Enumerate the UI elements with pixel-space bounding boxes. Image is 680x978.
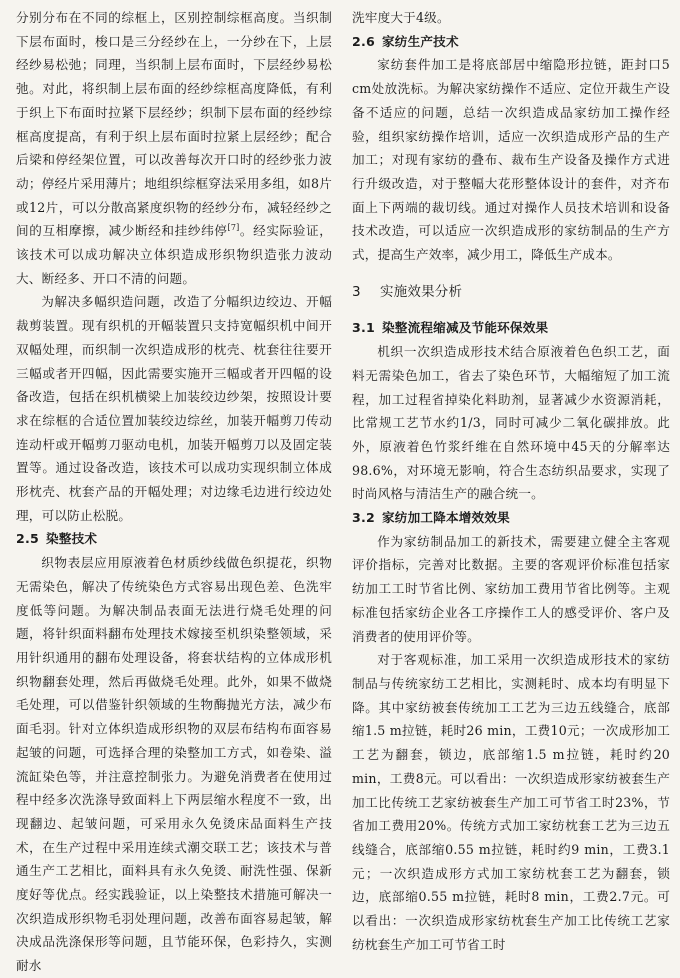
right-column (352, 6, 670, 956)
section-heading-3-1: 3.1 染整流程缩减及节能环保效果 (352, 320, 549, 336)
paragraph-home-textile-production: 家纺套件加工是将底部居中缩隐形拉链，距封口5 cm处放洗标。为解决家纺操作不适应、定位开裁生产设备不适应的问题，总结一次织造成品家纺加工操作经验，组织家纺操作培训，适应一次织造成形产品的生产加工；对现有家纺的叠布、裁布生产设备及操作方式进行升级改造，对于整幅大花形整体设计的套件，对齐布面上下两端的裁切线。通过对操作人员技术培训和设备技术改造，可以适应一次织造成形的家纺制品的生产方式，提高生产效率，减少用工，降低生产成本。 (352, 57, 670, 263)
paragraph-eco-effect: 机织一次织造成形技术结合原液着色色织工艺，面料无需染色加工，省去了染色环节，大幅缩短了加工流程，加工过程省掉染化料助剂，显著减少水资源消耗，比常规工艺节水约1/3，同时可减少二氧化碳排放。此外，原液着色竹浆纤维在自然环境中45天的分解率达98.6%，对环境无影响，符合生态纺织品要求，实现了时尚风格与清洁生产的融合统一。 (352, 344, 670, 502)
paragraph-evaluation-criteria: 作为家纺制品加工的新技术，需要建立健全主客观评价指标，完善对比数据。主要的客观评价标准包括家纺加工工时节省比例、家纺加工费用节省比例等。主观标准包括家纺企业各工序操作工人的感受评价、客户及消费者的使用评价等。 (352, 533, 670, 644)
section-heading-3: 3 实施效果分析 (352, 283, 463, 300)
left-column (16, 6, 332, 978)
section-heading-3-2: 3.2 家纺加工降本增效效果 (352, 510, 510, 526)
section-heading-2-5: 2.5 染整技术 (16, 531, 98, 547)
paragraph-dyeing: 织物表层应用原液着色材质纱线做色织提花，织物无需染色，解决了传统染色方式容易出现色差、色洗牢度低等问题。为解决制品表面无法进行烧毛处理的问题，将针织面料翻布处理技术嫁接至机织染整领域，采用针织通用的翻布处理设备，将套状结构的立体成形机织物翻套处理，然后再做烧毛处理。此外，如果不做烧毛处理，可以借鉴针织领域的生物酶抛光方法，减少布面毛羽。针对立体织造成形织物的双层布结构布面容易起皱的问题，可选择合理的染整加工方式，如卷染、溢流缸染色等，并注意控制张力。为避免消费者在使用过程中经多次洗涤导致面料上下两层缩水程度不一致，出现翻边、起皱问题，可采用永久免烫床品面料生产技术，在生产过程中采用连续式潮交联工艺；该技术与普通生产工艺相比，面料具有永久免烫、耐洗性强、保新度好等优点。经实践验证，以上染整技术措施可解决一次织造成形织物毛羽处理问题，改善布面容易起皱，解决成品洗涤保形等问题，且节能环保，色彩持久，实测耐水 (16, 555, 332, 974)
citation-ref: [7] (227, 223, 240, 233)
paragraph-warp-tension: 分别分布在不同的综框上，区别控制综框高度。当织制下层布面时，梭口是三分经纱在上，一分纱在下，上层经纱易松弛；同理，当织制上层布面时，下层经纱易松弛。对此，将织制上层布面的经纱综框高度降低，有利于织上下布面时拉紧下层经纱；织制下层布面的经纱综框高度提高，有利于织上层布面时拉紧上层经纱；配合后梁和停经架位置，可以改善每次开口时的经纱张力波动；停经片采用薄片；地组织综框穿法采用多组，如8片或12片，可以分散高紧度织物的经纱分布，减轻经纱之间的互相摩擦，减少断经和挂纱纬停[7]。经实际验证，该技术可以成功解决立体织造成形织物织造张力波动大、断经多、开口不清的问题。 (16, 10, 332, 286)
paragraph-cost-comparison: 对于客观标准，加工采用一次织造成形技术的家纺制品与传统家纺工艺相比，实测耗时、成本均有明显下降。其中家纺被套传统加工工艺为三边五线缝合，底部缩1.5 m拉链，耗时26 min，工费10元；一次成形加工工艺为翻套，锁边，底部缩1.5 m拉链，耗时约20 min，工费8元。可以看出：一次织造成形家纺被套生产加工比传统工艺家纺被套生产加工可节省工时23%，节省加工费用20%。传统方式加工家纺枕套工艺为三边五线缝合，底部缩0.55 m拉链，耗时约9 min，工费3.1元；一次织造成形方式加工家纺枕套工艺为翻套，锁边，底部缩0.55 m拉链，耗时8 min，工费2.7元。可以看出：一次织造成形家纺枕套生产加工比传统工艺家纺枕套生产加工可节省工时 (352, 652, 670, 952)
paragraph-continued: 洗牢度大于4级。 (352, 10, 450, 25)
section-heading-2-6: 2.6 家纺生产技术 (352, 33, 459, 49)
paragraph-split-width: 为解决多幅织造问题，改造了分幅织边绞边、开幅裁剪装置。现有织机的开幅装置只支持宽幅织机中间开双幅处理，而织制一次织造成形的枕壳、枕套往往要开三幅或者开四幅，因此需要实施开三幅或者开四幅的设备改造，包括在织机横梁上加装绞边纱架，按照设计要求在综框的合适位置加装绞边综丝，加装开幅剪刀传动连动杆或开幅剪刀驱动电机，加装开幅剪刀以及固定装置等。通过设备改造，该技术可以成功实现织制立体成形枕壳、枕套产品的开幅处理；对边缘毛边进行绞边处理，可以防止松脱。 (16, 294, 332, 523)
